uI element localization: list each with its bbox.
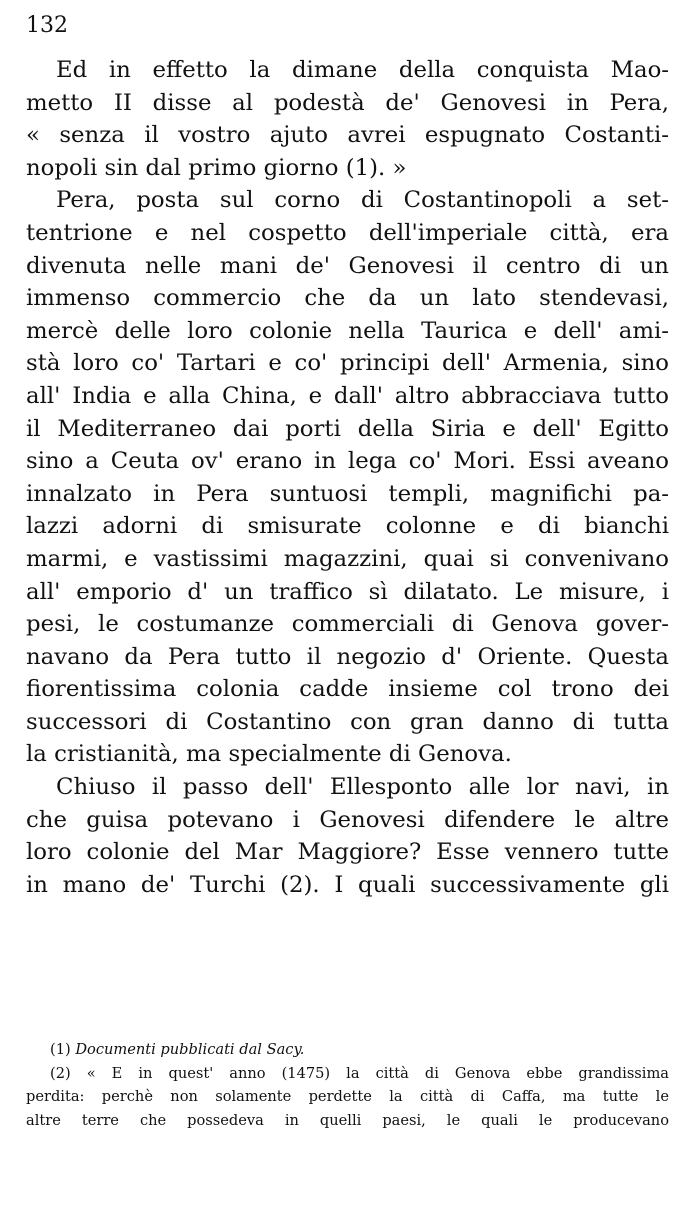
footnote-1-text: Documenti pubblicati dal Sacy.: [75, 1041, 305, 1058]
text-line: marmi, e vastissimi magazzini, quai si convenivano: [26, 545, 669, 572]
text-line: tentrione e nel cospetto dell'imperiale città, era: [26, 219, 669, 246]
paragraph-1: [26, 54, 669, 184]
text-line: pesi, le costumanze commerciali di Genova gover-: [26, 611, 669, 638]
text-line: nopoli sin dal primo giorno (1). »: [26, 154, 407, 181]
text-line: loro colonie del Mar Maggiore? Esse vennero tutte: [26, 839, 669, 866]
text-line: innalzato in Pera suntuosi templi, magnifichi pa-: [26, 480, 669, 507]
text-line: navano da Pera tutto il negozio d' Oriente. Questa: [26, 643, 669, 670]
body-text: [26, 54, 669, 901]
footnote-1: [26, 1038, 669, 1062]
text-line: mercè delle loro colonie nella Taurica e dell' ami-: [26, 317, 669, 344]
text-line: Pera, posta sul corno di Costantinopoli a set-: [56, 187, 669, 214]
footnote-2-line: perdita: perchè non solamente perdette la città di Caffa, ma tutte le: [26, 1088, 669, 1105]
text-line: successori di Costantino con gran danno di tutta: [26, 708, 669, 735]
footnote-1-mark: (1): [50, 1041, 71, 1058]
text-line: metto II disse al podestà de' Genovesi in Pera,: [26, 89, 669, 116]
text-line: lazzi adorni di smisurate colonne e di bianchi: [26, 513, 669, 540]
text-line: « senza il vostro ajuto avrei espugnato Costanti-: [26, 122, 669, 149]
text-line: il Mediterraneo dai porti della Siria e dell' Egitto: [26, 415, 669, 442]
text-line: all' emporio d' un traffico sì dilatato. Le misure, i: [26, 578, 669, 605]
text-line: in mano de' Turchi (2). I quali successivamente gli: [26, 871, 669, 898]
footnote-2-line: altre terre che possedeva in quelli paesi, le quali le producevano: [26, 1111, 669, 1129]
text-line: all' India e alla China, e dall' altro abbracciava tutto: [26, 382, 669, 409]
text-line: stà loro co' Tartari e co' principi dell' Armenia, sino: [26, 350, 669, 377]
text-line: Ed in effetto la dimane della conquista Mao-: [56, 57, 669, 83]
text-line: divenuta nelle mani de' Genovesi il centro di un: [26, 252, 669, 279]
text-line: che guisa potevano i Genovesi difendere le altre: [26, 806, 669, 833]
text-line: immenso commercio che da un lato stendevasi,: [26, 285, 669, 312]
paragraph-2: [26, 184, 669, 771]
text-line: sino a Ceuta ov' erano in lega co' Mori. Essi aveano: [26, 448, 669, 475]
text-line: Chiuso il passo dell' Ellesponto alle lor navi, in: [56, 774, 669, 801]
page-number: 132: [26, 13, 68, 38]
footnotes: [26, 1038, 669, 1132]
text-line: la cristianità, ma specialmente di Genova.: [26, 741, 512, 768]
paragraph-3: [26, 771, 669, 901]
text-line: fiorentissima colonia cadde insieme col trono dei: [26, 676, 669, 703]
footnote-2-line: (2) « E in quest' anno (1475) la città di Genova ebbe grandissima: [50, 1064, 669, 1082]
